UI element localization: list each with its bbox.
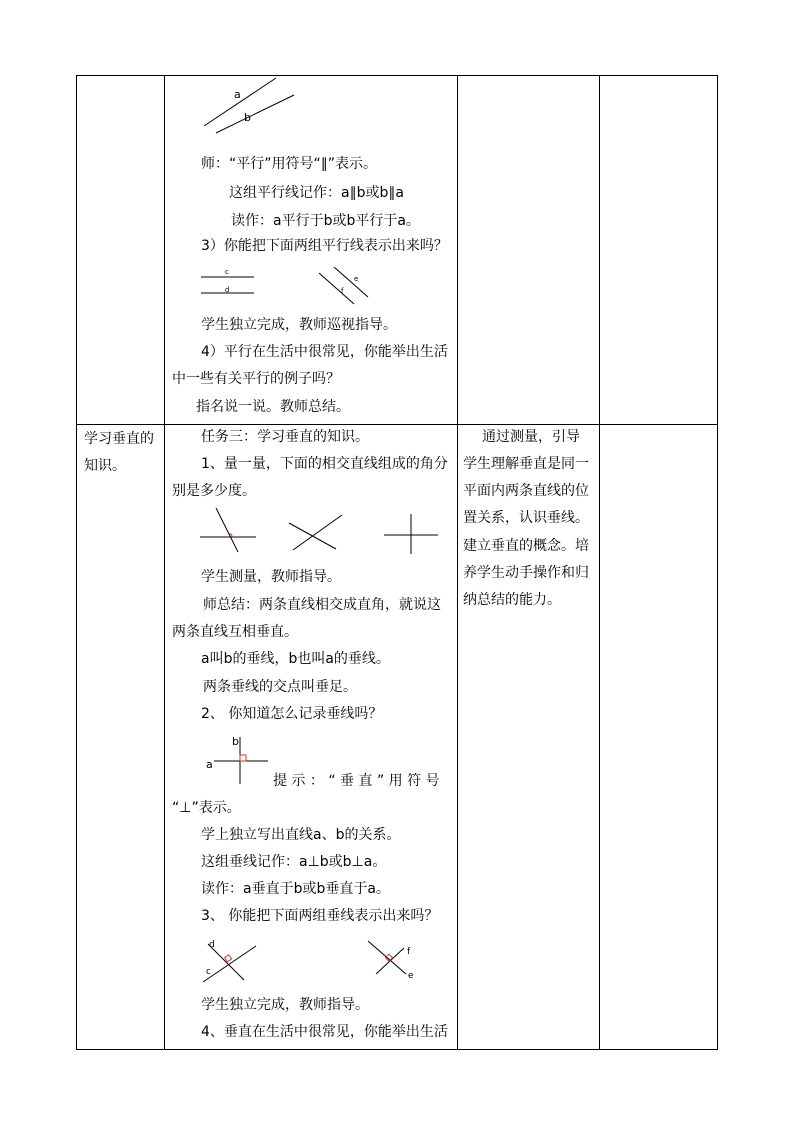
question-3-text: 3）你能把下面两组平行线表示出来吗？ (201, 238, 448, 254)
task-title: 任务三：学习垂直的知识。 (201, 429, 369, 445)
intent-line-1: 通过测量，引导 (482, 429, 580, 445)
question-1-line1: 1、量一量，下面的相交直线组成的角分 (201, 456, 448, 472)
intersecting-lines-figure-2 (286, 512, 346, 554)
question-4-perp-text: 4、垂直在生活中很常见，你能举出生活 (201, 1024, 448, 1040)
intent-line-3: 平面内两条直线的位 (463, 483, 589, 499)
table-top-border (76, 75, 718, 76)
question-4-line1: 4）平行在生活中很常见，你能举出生活 (201, 344, 448, 360)
table-right-border (717, 75, 718, 1050)
line-label-f: f (407, 947, 411, 957)
perpendicular-lines-cd-figure (198, 936, 262, 988)
line-label-d: d (209, 940, 215, 950)
intent-line-7: 纳总结的能力。 (463, 592, 561, 608)
perpendicular-notation-text: 这组垂线记作：a⊥b或b⊥a。 (201, 854, 387, 870)
parallel-lines-ab-figure (196, 78, 306, 134)
perpendicular-lines-ab-figure (204, 734, 270, 786)
independent-work-text-2: 学生独立完成，教师指导。 (201, 997, 369, 1013)
table-left-border (76, 75, 77, 1050)
perpendicular-definition-text: a叫b的垂线，b也叫a的垂线。 (201, 651, 390, 667)
line-label-d: d (225, 286, 230, 294)
line-label-a: a (234, 88, 241, 101)
line-label-e: e (354, 275, 359, 283)
line-label-c: c (225, 268, 229, 276)
foot-of-perpendicular-text: 两条垂线的交点叫垂足。 (203, 679, 357, 695)
perpendicular-lines-fe-figure (366, 938, 422, 984)
section-title-text: 学习垂直的知识。 (84, 431, 154, 474)
intent-line-5: 建立垂直的概念。培 (463, 538, 589, 554)
parallel-reading-text: 读作：a平行于b或b平行于a。 (231, 213, 420, 229)
parallel-symbol-text: 师：“平行”用符号“∥”表示。 (201, 156, 378, 172)
teacher-summary-line1: 师总结：两条直线相交成直角，就说这 (203, 597, 441, 613)
intersecting-lines-figure-1 (198, 506, 260, 554)
line-label-e: e (408, 971, 414, 981)
question-1-line2: 别是多少度。 (172, 483, 256, 499)
hint-line1: 提 示 ： “ 垂 直 ” 用 符 号 (273, 773, 440, 789)
question-4-line2: 中一些有关平行的例子吗？ (172, 371, 340, 387)
independent-work-text: 学生独立完成，教师巡视指导。 (201, 317, 397, 333)
perpendicular-reading-text: 读作：a垂直于b或b垂直于a。 (201, 881, 390, 897)
line-label-b: b (232, 735, 239, 748)
student-write-text: 学上独立写出直线a、b的关系。 (201, 827, 401, 843)
intent-line-6: 养学生动手操作和归 (463, 565, 589, 581)
line-label-f: f (341, 287, 344, 295)
table-col-divider-1 (164, 75, 165, 1050)
teacher-summary-text: 指名说一说。教师总结。 (196, 399, 350, 415)
table-row-divider (76, 424, 718, 425)
question-3-perp-text: 3、 你能把下面两组垂线表示出来吗？ (201, 908, 439, 924)
parallel-lines-cd-figure (198, 266, 258, 298)
table-bottom-border (76, 1049, 718, 1050)
line-label-a: a (206, 758, 213, 771)
intersecting-lines-figure-3 (382, 512, 442, 556)
section-title (84, 426, 160, 480)
hint-line2: “⊥”表示。 (172, 800, 241, 816)
question-2-text: 2、 你知道怎么记录垂线吗？ (201, 706, 383, 722)
teacher-summary-line2: 两条直线互相垂直。 (172, 624, 298, 640)
table-col-divider-3 (599, 75, 600, 1050)
line-label-b: b (244, 111, 251, 124)
student-measure-text: 学生测量，教师指导。 (201, 569, 341, 585)
parallel-notation-text: 这组平行线记作：a∥b或b∥a (229, 185, 404, 201)
intent-line-4: 置关系，认识垂线。 (463, 510, 589, 526)
intent-line-2: 学生理解垂直是同一 (463, 456, 589, 472)
table-col-divider-2 (457, 75, 458, 1050)
line-label-c: c (206, 967, 211, 977)
parallel-lines-ef-figure (314, 264, 374, 306)
